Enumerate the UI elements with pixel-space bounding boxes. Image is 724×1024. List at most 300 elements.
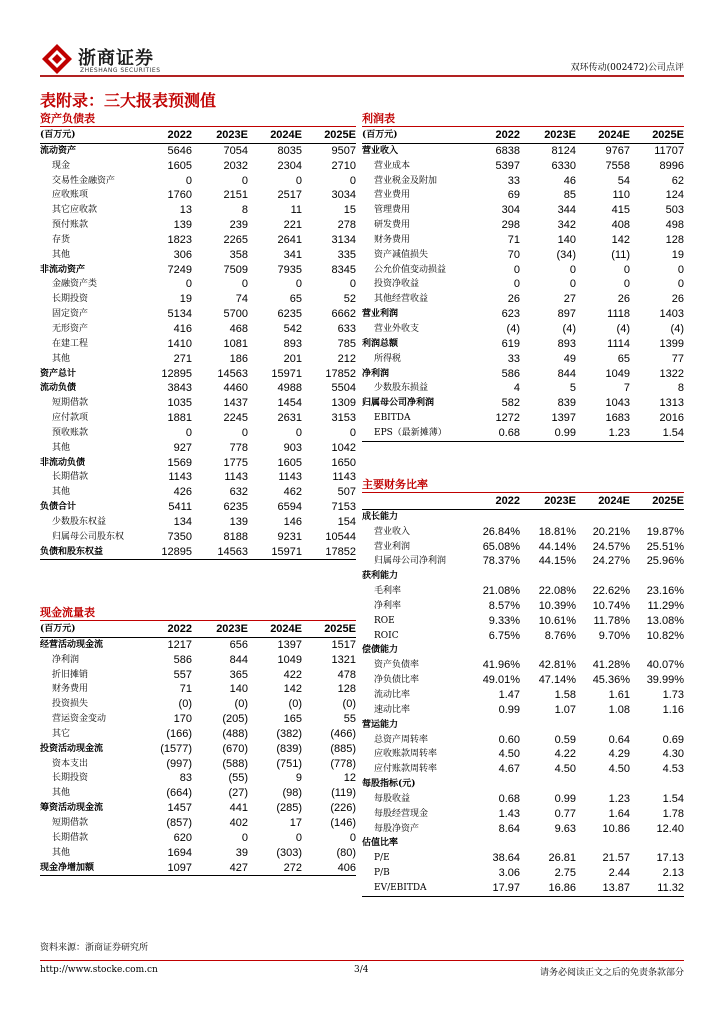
income-statement-cell: 6330 (551, 159, 576, 172)
balance-sheet-year-header: 2024E (248, 128, 302, 143)
balance-sheet-row-label: 固定资产 (52, 309, 89, 320)
balance-sheet-cell: 1143 (332, 471, 356, 484)
ratios-cell (630, 777, 684, 792)
ratios-cell: 4.29 (608, 748, 630, 761)
balance-sheet-cell: 2304 (277, 159, 302, 172)
company-logo (40, 40, 170, 84)
ratios-cell: 10.82% (646, 629, 684, 642)
ratios-cell: 13.08% (646, 614, 684, 627)
balance-sheet-row (40, 143, 356, 158)
income-statement-cell: 619 (501, 337, 520, 350)
income-statement-row-label: 营业税金及附加 (374, 175, 438, 186)
balance-sheet-cell: 5700 (223, 308, 248, 321)
balance-sheet-cell: 0 (349, 426, 356, 439)
balance-sheet-cell: 0 (295, 174, 302, 187)
income-statement-row-label: 管理费用 (374, 205, 411, 216)
income-statement-cell: 54 (617, 174, 630, 187)
cash-flow-header-row (40, 622, 356, 637)
cash-flow-cell: (80) (336, 846, 356, 859)
footer-divider (40, 960, 684, 961)
income-statement-row (362, 381, 684, 396)
balance-sheet-row (40, 515, 356, 530)
ratios-row (362, 584, 684, 599)
cash-flow-row (40, 712, 356, 727)
balance-sheet-cell: 306 (173, 248, 192, 261)
ratios-cell (630, 643, 684, 658)
ratios-cell: 16.86 (520, 881, 576, 896)
page-title: 表附录：三大报表预测值 (40, 91, 217, 110)
cash-flow-cell: (839) (276, 742, 302, 755)
income-statement-cell: 49 (563, 352, 576, 365)
cash-flow-cell: 142 (283, 683, 302, 696)
cash-flow-row (40, 727, 356, 742)
balance-sheet-cell: 2641 (277, 233, 302, 246)
ratios-row-label: 估值比率 (362, 838, 399, 849)
cash-flow-row-label: 长期借款 (52, 832, 89, 843)
ratios-cell (464, 509, 520, 524)
income-statement-cell: 344 (557, 204, 576, 217)
balance-sheet-row-label: 现金 (52, 160, 71, 171)
balance-sheet-row-label: 短期借款 (52, 398, 89, 409)
ratios-row (362, 554, 684, 569)
balance-sheet-row (40, 174, 356, 189)
cash-flow-row-label: 其它 (52, 728, 71, 739)
balance-sheet-cell: 5646 (167, 144, 192, 157)
ratios-row (362, 881, 684, 896)
cash-flow-cell: (27) (228, 787, 248, 800)
ratios-cell: 10.74% (592, 599, 630, 612)
cash-flow-cell: 0 (295, 831, 302, 844)
cash-flow-cell: 441 (229, 802, 248, 815)
income-statement-cell: 0.99 (520, 426, 576, 441)
cash-flow-cell: 165 (283, 713, 302, 726)
ratios-row-label: 每股净资产 (374, 823, 420, 834)
ratios-cell: 3.06 (498, 867, 520, 880)
ratios-row (362, 866, 684, 881)
ratios-row-label: 营运能力 (362, 719, 399, 730)
cash-flow-row (40, 786, 356, 801)
ratios-cell: 10.61% (538, 614, 576, 627)
balance-sheet-cell: 1881 (167, 412, 192, 425)
ratios-cell: 22.62% (592, 585, 630, 598)
cash-flow-cell: 402 (229, 816, 248, 829)
income-statement-cell: 5397 (495, 159, 520, 172)
page-number: 3/4 (354, 965, 369, 975)
cash-flow-cell: 1694 (167, 846, 192, 859)
cash-flow-year-header: 2023E (192, 622, 248, 637)
balance-sheet-row (40, 159, 356, 174)
balance-sheet-cell: 10544 (325, 530, 356, 543)
income-statement-row-label: 营业外收支 (374, 323, 420, 334)
income-statement-cell: 19 (671, 248, 684, 261)
ratios-year-header: 2023E (520, 494, 576, 509)
balance-sheet-cell: 2631 (277, 412, 302, 425)
ratios-cell: 20.21% (592, 525, 630, 538)
ratios-year-header: 2025E (630, 494, 684, 509)
ratios-cell: 4.30 (662, 748, 684, 761)
income-statement-cell: 586 (501, 367, 520, 380)
balance-sheet-cell: 278 (337, 219, 356, 232)
balance-sheet-cell: 12895 (136, 545, 192, 560)
income-statement-cell: 9767 (605, 144, 630, 157)
ratios-cell: 6.75% (488, 629, 520, 642)
cash-flow-cell: 272 (248, 861, 302, 876)
ratios-cell: 8.76% (544, 629, 576, 642)
ratios-cell: 1.64 (608, 807, 630, 820)
cash-flow-row (40, 653, 356, 668)
ratios-cell: 0.60 (498, 733, 520, 746)
income-statement-year-header: 2022 (464, 128, 520, 143)
balance-sheet-row (40, 500, 356, 515)
balance-sheet-row-label: 应付款项 (52, 413, 89, 424)
ratios-row (362, 762, 684, 777)
ratios-cell: 0.69 (662, 733, 684, 746)
income-statement-row (362, 188, 684, 203)
ratios-cell: 0.99 (498, 703, 520, 716)
balance-sheet-row (40, 396, 356, 411)
balance-sheet-row-label: 其他 (52, 442, 71, 453)
income-statement-row (362, 159, 684, 174)
header-divider (40, 75, 684, 77)
income-statement-year-header: 2025E (630, 128, 684, 143)
balance-sheet-cell: 201 (283, 352, 302, 365)
income-statement-row-label: 研发费用 (374, 220, 411, 231)
balance-sheet-year-header: 2025E (302, 128, 356, 143)
income-statement-cell: (4) (506, 322, 520, 335)
income-statement-cell: 893 (557, 337, 576, 350)
income-statement-cell: 582 (501, 397, 520, 410)
balance-sheet-cell: 462 (283, 486, 302, 499)
cash-flow-row (40, 831, 356, 846)
balance-sheet-row (40, 233, 356, 248)
ratios-cell (576, 718, 630, 733)
balance-sheet-row-label: 非流动资产 (40, 264, 86, 275)
income-statement-rule (362, 126, 684, 127)
income-statement-cell: 11707 (654, 144, 684, 157)
income-statement-year-header: 2023E (520, 128, 576, 143)
balance-sheet-row (40, 456, 356, 471)
income-statement-cell: 1049 (605, 367, 630, 380)
ratios-row (362, 747, 684, 762)
logo-name-en: ZHESHANG SECURITIES (80, 67, 161, 74)
balance-sheet-row-label: 存货 (52, 234, 71, 245)
balance-sheet-cell: 0 (295, 278, 302, 291)
ratios-cell: 42.81% (538, 659, 576, 672)
balance-sheet-cell: 1437 (223, 397, 248, 410)
ratios-cell (464, 643, 520, 658)
balance-sheet-cell: 146 (283, 515, 302, 528)
ratios-cell (576, 777, 630, 792)
cash-flow-cell: 39 (235, 846, 248, 859)
balance-sheet-cell: 341 (283, 248, 302, 261)
ratios-row-label: EV/EBITDA (362, 881, 464, 896)
balance-sheet-cell: 0 (295, 426, 302, 439)
ratios-row (362, 777, 684, 792)
balance-sheet-cell: 3843 (167, 382, 192, 395)
ratios-cell: 4.67 (498, 763, 520, 776)
income-statement-cell: 0 (513, 263, 520, 276)
cash-flow-cell: 557 (173, 668, 192, 681)
ratios-cell: 25.51% (646, 540, 684, 553)
balance-sheet-cell: 1454 (277, 397, 302, 410)
balance-sheet-row-label: 在建工程 (52, 338, 89, 349)
balance-sheet-cell: 212 (337, 352, 356, 365)
balance-sheet-cell: 8345 (331, 263, 356, 276)
balance-sheet-row-label: 资产总计 (40, 368, 77, 379)
income-statement-cell: 1114 (607, 337, 630, 350)
balance-sheet-row-label: 预收账款 (52, 427, 89, 438)
ratios-row-label: 获利能力 (362, 571, 399, 582)
income-statement-cell: 1043 (605, 397, 630, 410)
income-statement-cell: 33 (507, 352, 520, 365)
cash-flow-row-label: 短期借款 (52, 817, 89, 828)
balance-sheet-cell: 542 (283, 322, 302, 335)
ratios-row-label: 应付账款周转率 (374, 764, 438, 775)
cash-flow-row-label: 财务费用 (52, 684, 89, 695)
cash-flow-cell: 0 (349, 831, 356, 844)
ratios-row-label: 归属母公司净利润 (374, 556, 447, 567)
balance-sheet-cell: 19 (179, 293, 192, 306)
income-statement-row (362, 277, 684, 292)
income-statement-cell: 26 (617, 293, 630, 306)
cash-flow-unit-label: (百万元) (40, 622, 136, 637)
balance-sheet-cell: 4988 (277, 382, 302, 395)
cash-flow-cell: 1217 (167, 638, 192, 651)
ratios-row (362, 629, 684, 644)
balance-sheet-row (40, 263, 356, 278)
ratios-cell (630, 509, 684, 524)
ratios-cell: 24.57% (592, 540, 630, 553)
cash-flow-row-label: 净利润 (52, 654, 80, 665)
income-statement-cell: 1397 (551, 412, 576, 425)
footer-disclaimer: 请务必阅读正文之后的免责条款部分 (539, 968, 684, 978)
cash-flow-year-header: 2024E (248, 622, 302, 637)
income-statement-cell: (34) (556, 248, 576, 261)
balance-sheet-cell: 3134 (331, 233, 356, 246)
balance-sheet-row-label: 无形资产 (52, 323, 89, 334)
ratios-cell: 9.63 (554, 822, 576, 835)
balance-sheet-table (40, 128, 356, 560)
ratios-row (362, 807, 684, 822)
cash-flow-cell: (226) (330, 802, 356, 815)
ratios-cell: 13.87 (576, 881, 630, 896)
income-statement-table (362, 128, 684, 442)
balance-sheet-cell: 2151 (223, 189, 248, 202)
income-statement-cell: 0 (623, 263, 630, 276)
income-statement-cell: 65 (617, 352, 630, 365)
income-statement-header-row (362, 128, 684, 143)
income-statement-row-label: 公允价值变动损益 (374, 264, 447, 275)
ratios-unit-label (362, 494, 464, 509)
cash-flow-row-label: 其他 (52, 788, 71, 799)
balance-sheet-cell: 139 (229, 515, 248, 528)
cash-flow-row-label: 其他 (52, 847, 71, 858)
ratios-cell: 4.50 (608, 763, 630, 776)
income-statement-cell: 503 (665, 204, 684, 217)
balance-sheet-cell: 271 (173, 352, 192, 365)
cash-flow-cell: (885) (330, 742, 356, 755)
income-statement-cell: 1.54 (630, 426, 684, 441)
ratios-cell: 26.84% (482, 525, 520, 538)
balance-sheet-row-label: 预付账款 (52, 220, 89, 231)
income-statement-cell: 140 (557, 233, 576, 246)
ratios-cell: 47.14% (538, 674, 576, 687)
income-statement-row (362, 143, 684, 158)
ratios-cell: 44.15% (538, 555, 576, 568)
balance-sheet-cell: 358 (229, 248, 248, 261)
balance-sheet-cell: 1605 (167, 159, 192, 172)
ratios-row-label: 偿债能力 (362, 645, 399, 656)
ratios-cell: 40.07% (646, 659, 684, 672)
balance-sheet-cell: 0 (241, 426, 248, 439)
ratios-cell (630, 836, 684, 851)
balance-sheet-cell: 154 (337, 515, 356, 528)
cash-flow-cell: (382) (276, 727, 302, 740)
balance-sheet-row (40, 248, 356, 263)
ratios-row (362, 822, 684, 837)
balance-sheet-cell: 8 (241, 204, 248, 217)
balance-sheet-cell: 11 (290, 204, 302, 217)
balance-sheet-cell: 7249 (167, 263, 192, 276)
balance-sheet-cell: 893 (283, 337, 302, 350)
cash-flow-cell: (285) (276, 802, 302, 815)
balance-sheet-row (40, 307, 356, 322)
income-statement-cell: 27 (563, 293, 576, 306)
cash-flow-cell: 406 (302, 861, 356, 876)
ratios-row (362, 733, 684, 748)
ratios-cell: 1.47 (498, 688, 520, 701)
cash-flow-row (40, 771, 356, 786)
ratios-row-label: 流动比率 (374, 689, 411, 700)
cash-flow-cell: 128 (337, 683, 356, 696)
cash-flow-cell: 170 (173, 713, 192, 726)
cash-flow-cell: 1457 (167, 802, 192, 815)
income-statement-cell: 0 (513, 278, 520, 291)
income-statement-cell: 0 (623, 278, 630, 291)
income-statement-cell: 0 (677, 278, 684, 291)
cash-flow-cell: (205) (222, 713, 248, 726)
income-statement-cell: 304 (501, 204, 520, 217)
cash-flow-cell: 55 (343, 713, 356, 726)
cash-flow-cell: (0) (178, 698, 192, 711)
income-statement-cell: 8996 (659, 159, 684, 172)
balance-sheet-year-header: 2022 (136, 128, 192, 143)
balance-sheet-cell: 632 (229, 486, 248, 499)
ratios-cell: 1.58 (554, 688, 576, 701)
cash-flow-row-label: 投资活动现金流 (40, 743, 104, 754)
balance-sheet-cell: 2710 (331, 159, 356, 172)
cash-flow-cell: (1577) (160, 742, 192, 755)
balance-sheet-cell: 5411 (168, 501, 192, 514)
balance-sheet-cell: 8035 (277, 144, 302, 157)
balance-sheet-row (40, 381, 356, 396)
cash-flow-cell: (466) (330, 727, 356, 740)
ratios-cell: 10.39% (538, 599, 576, 612)
balance-sheet-cell: 2032 (223, 159, 248, 172)
income-statement-cell: 71 (507, 233, 520, 246)
income-statement-row-label: 少数股东损益 (374, 383, 429, 394)
ratios-row (362, 614, 684, 629)
cash-flow-cell: (751) (276, 757, 302, 770)
ratios-row-label: 速动比率 (374, 704, 411, 715)
ratios-row-label: 成长能力 (362, 511, 399, 522)
balance-sheet-cell: 1410 (167, 337, 192, 350)
income-statement-row-label: 营业收入 (362, 145, 399, 156)
footer-website-link[interactable]: http://www.stocke.com.cn (40, 965, 158, 975)
cash-flow-cell: (857) (166, 816, 192, 829)
cash-flow-cell: 9 (295, 772, 302, 785)
cash-flow-row-label: 折旧摊销 (52, 669, 89, 680)
ratios-cell: 26.81 (548, 852, 576, 865)
source-note: 资料来源：浙商证券研究所 (40, 943, 149, 953)
ratios-cell: 22.08% (538, 585, 576, 598)
balance-sheet-cell: 5134 (167, 308, 192, 321)
balance-sheet-cell: 6235 (277, 308, 302, 321)
ratios-cell (520, 836, 576, 851)
cash-flow-cell: (146) (330, 816, 356, 829)
income-statement-unit-label: (百万元) (362, 128, 464, 143)
cash-flow-cell: 0 (241, 831, 248, 844)
balance-sheet-row (40, 470, 356, 485)
ratios-row (362, 851, 684, 866)
income-statement-cell: 62 (671, 174, 684, 187)
ratios-row-label: 净利率 (374, 600, 402, 611)
income-statement-cell: (4) (562, 322, 576, 335)
balance-sheet-row (40, 426, 356, 441)
income-statement-row-label: 资产减值损失 (374, 249, 429, 260)
balance-sheet-row (40, 218, 356, 233)
balance-sheet-cell: 7509 (223, 263, 248, 276)
balance-sheet-cell: 139 (173, 219, 192, 232)
cash-flow-rule (40, 620, 356, 621)
ratios-row-label: P/B (374, 868, 390, 879)
ratios-cell: 2.75 (554, 867, 576, 880)
ratios-header-row (362, 494, 684, 509)
ratios-cell: 11.78% (593, 614, 630, 627)
balance-sheet-cell: 4460 (223, 382, 248, 395)
ratios-cell: 4.50 (554, 763, 576, 776)
balance-sheet-row-label: 应收账项 (52, 190, 89, 201)
ratios-cell: 8.57% (488, 599, 520, 612)
ratios-row (362, 792, 684, 807)
balance-sheet-row-label: 长期借款 (52, 472, 89, 483)
cash-flow-cell: (119) (331, 787, 356, 800)
ratios-cell: 78.37% (482, 555, 520, 568)
income-statement-cell: 6838 (495, 144, 520, 157)
balance-sheet-cell: 74 (235, 293, 248, 306)
cash-flow-row (40, 816, 356, 831)
cash-flow-row-label: 筹资活动现金流 (40, 803, 104, 814)
ratios-cell: 65.08% (482, 540, 520, 553)
ratios-cell: 4.50 (498, 748, 520, 761)
ratios-row-label: ROIC (374, 630, 399, 641)
ratios-cell: 49.01% (482, 674, 520, 687)
ratios-cell: 19.87% (646, 525, 684, 538)
balance-sheet-row (40, 322, 356, 337)
cash-flow-cell: (664) (166, 787, 192, 800)
income-statement-cell: 70 (507, 248, 520, 261)
income-statement-cell: 839 (557, 397, 576, 410)
ratios-cell (520, 643, 576, 658)
balance-sheet-row (40, 292, 356, 307)
cash-flow-row (40, 861, 356, 876)
balance-sheet-cell: 468 (229, 322, 248, 335)
ratios-row (362, 658, 684, 673)
income-statement-cell: 128 (665, 233, 684, 246)
balance-sheet-cell: 3153 (331, 412, 356, 425)
ratios-cell: 1.73 (662, 688, 684, 701)
balance-sheet-row-label: 非流动负债 (40, 457, 86, 468)
